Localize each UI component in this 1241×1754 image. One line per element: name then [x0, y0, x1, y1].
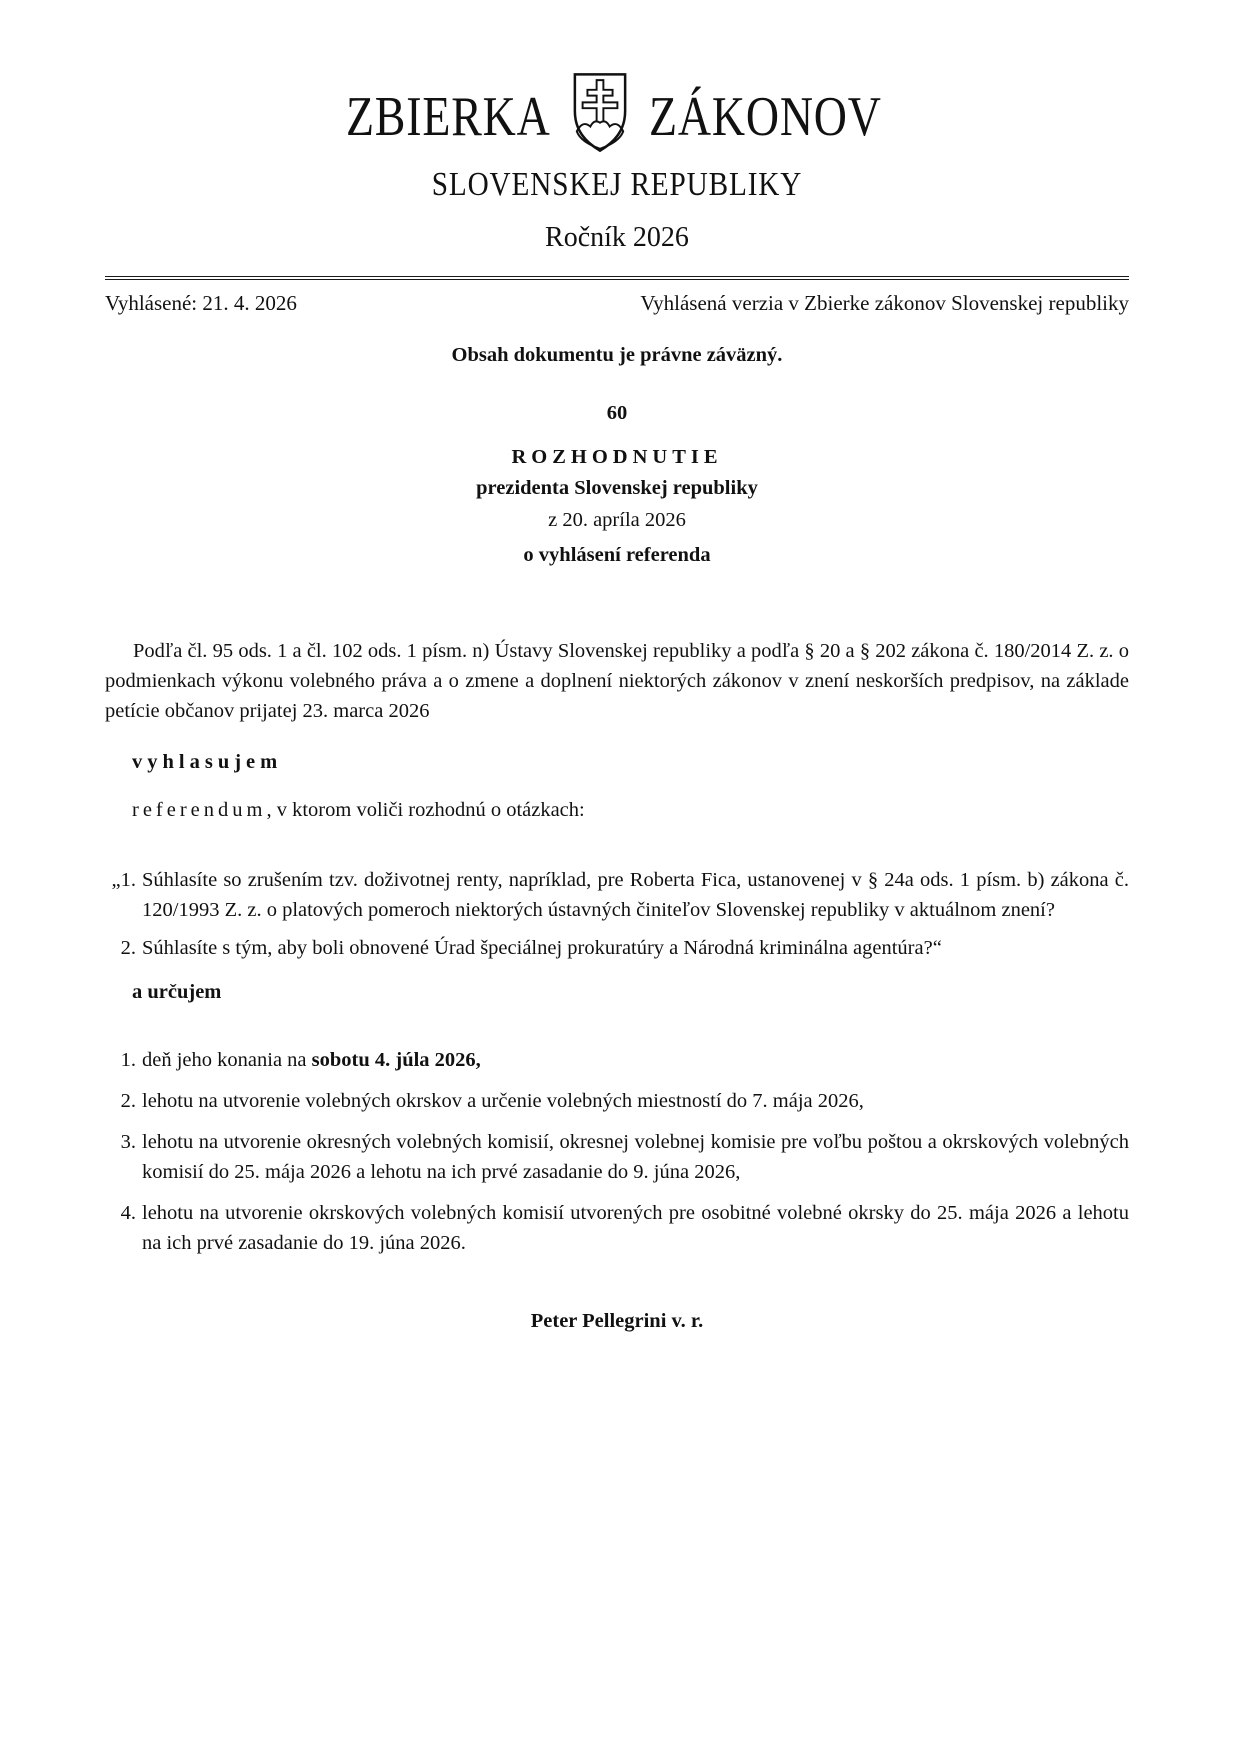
masthead-title-left: ZBIERKA: [346, 86, 551, 148]
act-date: z 20. apríla 2026: [548, 509, 686, 531]
determination-marker: 2.: [120, 1089, 136, 1112]
question-text: Súhlasíte so zrušením tzv. doživotnej renty, napríklad, pre Roberta Fica, ustanovenej v § 24a ods. 1 písm. b) zákona č. 120/1993 Z. z. o platových pomeroch niektorých ústavných činiteľov Slovenskej republiky v aktuálnom znení?: [142, 868, 1129, 921]
determination-marker: 1.: [120, 1048, 136, 1071]
published-date-label: Vyhlásené: 21. 4. 2026: [105, 291, 297, 315]
question-item: [105, 933, 1129, 963]
declaration-word: vyhlasujem: [132, 750, 283, 773]
question-text: Súhlasíte s tým, aby boli obnovené Úrad špeciálnej prokuratúry a Národná kriminálna agentúra?“: [142, 936, 942, 959]
referendum-questions-list: [105, 865, 1129, 963]
referendum-word: referendum: [132, 798, 267, 821]
masthead-subtitle: SLOVENSKEJ REPUBLIKY: [431, 166, 803, 203]
determination-text: lehotu na utvorenie okresných volebných komisií, okresnej volebnej komisie pre voľbu poštou a okrskových volebných komisií do 25. mája 2026 a lehotu na ich prvé zasadanie do 9. júna 2026,: [142, 1130, 1129, 1183]
determination-heading: a určujem: [132, 980, 222, 1003]
masthead: [105, 72, 1129, 254]
masthead-title-row: [105, 72, 1129, 162]
act-issuer: prezidenta Slovenskej republiky: [476, 477, 758, 499]
determination-item: [105, 1086, 1129, 1116]
act-number: 60: [606, 402, 628, 424]
determination-text: lehotu na utvorenie okrskových volebných komisií utvorených pre osobitné volebné okrsky do 25. mája 2026 a lehotu na ich prvé zasadanie do 19. júna 2026.: [142, 1201, 1129, 1254]
volume-label: Ročník 2026: [545, 222, 689, 253]
determinations-list: [105, 1045, 1129, 1258]
determination-item: [105, 1127, 1129, 1187]
question-marker: „1.: [111, 868, 136, 891]
question-item: [105, 865, 1129, 925]
act-subject: o vyhlásení referenda: [523, 544, 711, 566]
published-version-label: Vyhlásená verzia v Zbierke zákonov Slovenskej republiky: [640, 291, 1129, 315]
determination-text: [142, 1045, 1129, 1075]
referendum-intro: [132, 795, 1129, 825]
act-type-heading: ROZHODNUTIE: [511, 446, 723, 468]
question-marker: 2.: [120, 936, 136, 959]
determination-text: lehotu na utvorenie volebných okrskov a určenie volebných miestností do 7. mája 2026,: [142, 1089, 864, 1112]
preamble-paragraph: Podľa čl. 95 ods. 1 a čl. 102 ods. 1 písm. n) Ústavy Slovenskej republiky a podľa § 20 a § 202 zákona č. 180/2014 Z. z. o podmienkach výkonu volebného práva a o zmene a doplnení niektorých zákonov v znení neskorších predpisov, na základe petície občanov prijatej 23. marca 2026: [105, 640, 1129, 722]
determination-item: [105, 1198, 1129, 1258]
signature-line: Peter Pellegrini v. r.: [530, 1309, 704, 1332]
determination-text-normal: deň jeho konania na: [142, 1048, 312, 1071]
legal-binding-notice: Obsah dokumentu je právne záväzný.: [451, 344, 783, 366]
determination-text-bold: sobotu 4. júla 2026,: [311, 1048, 481, 1071]
referendum-intro-rest: , v ktorom voliči rozhodnú o otázkach:: [266, 798, 585, 821]
publication-meta-row: [105, 288, 1129, 318]
slovak-coat-of-arms-icon: [571, 69, 629, 166]
determination-item: [105, 1045, 1129, 1075]
determination-marker: 4.: [120, 1201, 136, 1224]
divider-rule: [105, 276, 1129, 280]
determination-marker: 3.: [120, 1130, 136, 1153]
masthead-title-right: ZÁKONOV: [648, 86, 882, 148]
